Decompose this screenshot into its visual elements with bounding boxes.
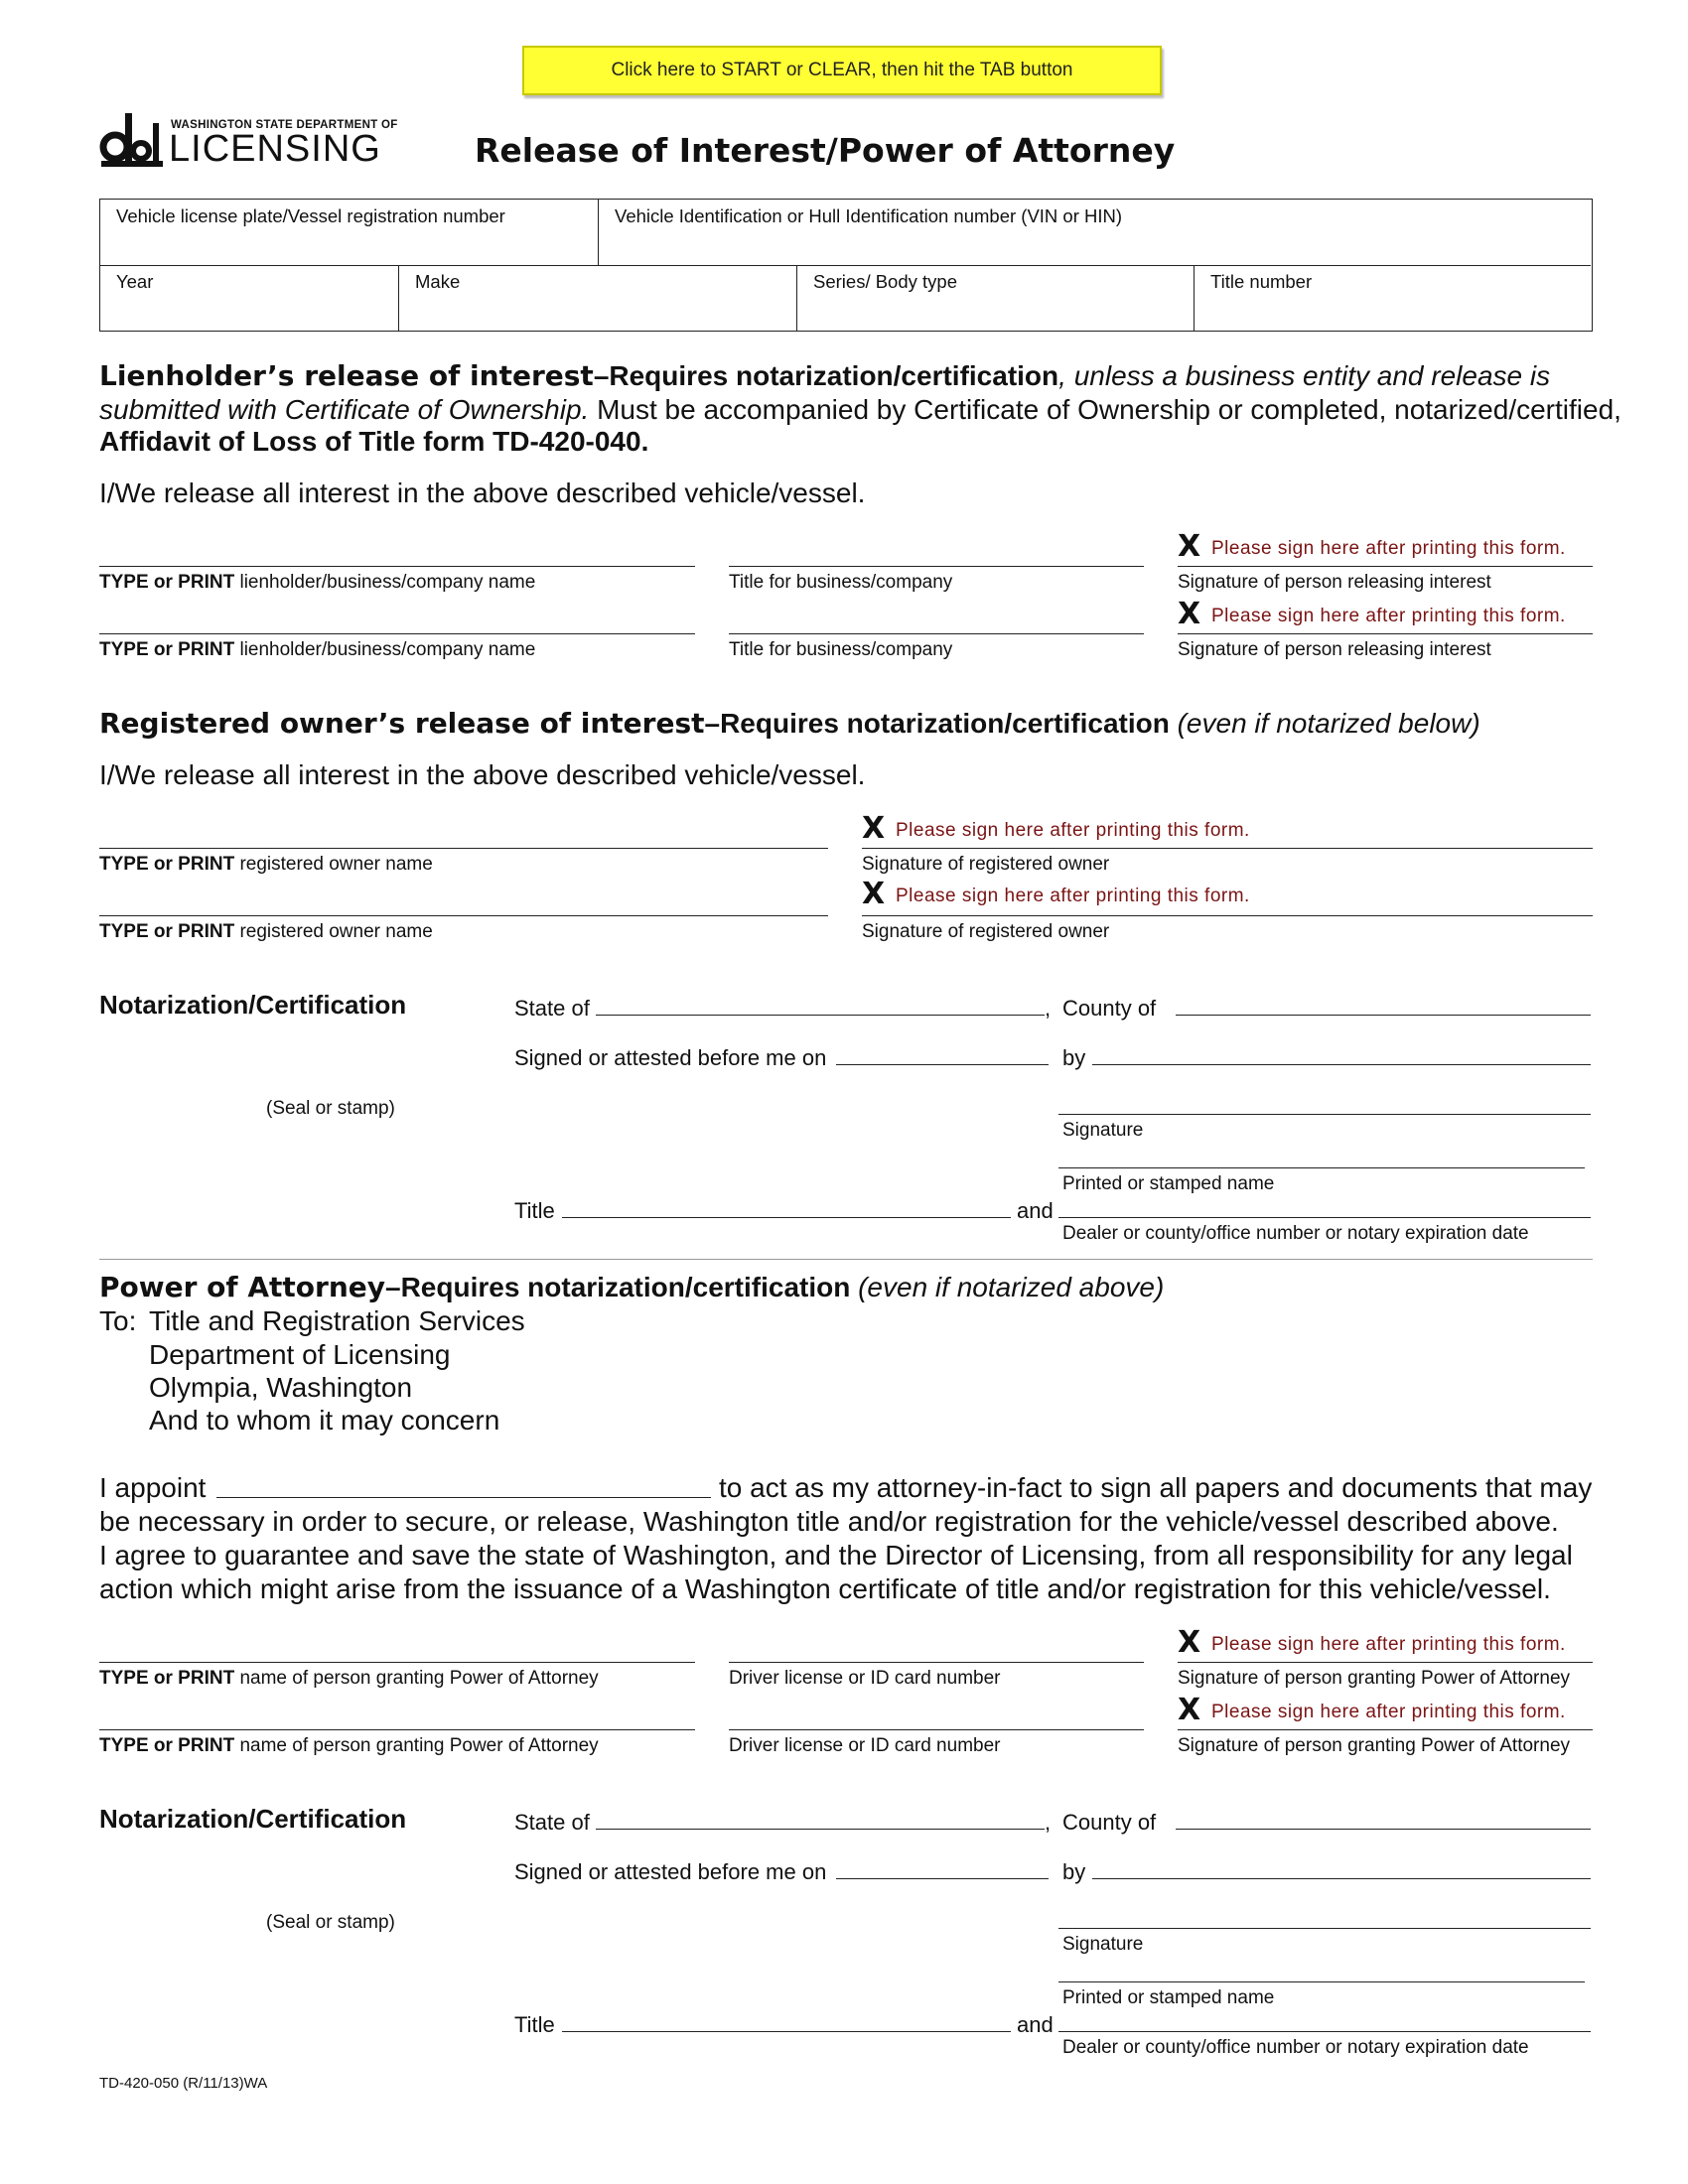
lienholder-name-1-input[interactable]: [99, 542, 695, 564]
poa-appoint-label: I appoint: [99, 1472, 207, 1503]
lienholder-heading-line: [99, 359, 1550, 393]
poa-paragraph-2: be necessary in order to secure, or release, Washington title and/or registration for the vehicle/vessel described above.: [99, 1506, 1559, 1537]
owner-signature-2-label: Signature of registered owner: [862, 921, 1110, 942]
notary-2-county-label: County of: [1062, 1810, 1157, 1835]
lienholder-title-1-label: Title for business/company: [729, 572, 953, 593]
type-or-print: TYPE or PRINT: [99, 921, 235, 942]
owner-release-statement: I/We release all interest in the above described vehicle/vessel.: [99, 759, 866, 790]
lienholder-title-2-input[interactable]: [729, 610, 1144, 631]
type-or-print: TYPE or PRINT: [99, 572, 235, 593]
notary-2-dealer-input[interactable]: [1058, 2009, 1591, 2031]
poa-to-label: To:: [99, 1305, 137, 1336]
sign-x-icon: X: [862, 811, 886, 846]
poa-dl-2-input[interactable]: [729, 1706, 1144, 1727]
owner-sign-hint-1[interactable]: Please sign here after printing this form.: [896, 820, 1250, 841]
type-or-print: TYPE or PRINT: [99, 639, 235, 660]
lienholder-name-2-input[interactable]: [99, 610, 695, 631]
lienholder-line2: [99, 393, 1621, 427]
notary-2-and-label: and: [1017, 2012, 1054, 2037]
notary-1-dealer-label: Dealer or county/office number or notary expiration date: [1062, 1223, 1529, 1244]
notary-1-state-label: State of: [514, 996, 590, 1021]
notary-2-state-input[interactable]: [596, 1807, 1045, 1829]
notary-1-signed-label: Signed or attested before me on: [514, 1045, 827, 1070]
lienholder-name-2-label: [99, 639, 535, 661]
owner-requirement: Requires notarization/certification: [720, 708, 1170, 739]
lienholder-title-2-label: Title for business/company: [729, 639, 953, 660]
notary-1-county-label: County of: [1062, 996, 1157, 1021]
poa-address-line-4: And to whom it may concern: [149, 1405, 500, 1435]
poa-requirement-note: (even if notarized above): [850, 1272, 1165, 1302]
lienholder-signature-2-label: Signature of person releasing interest: [1178, 639, 1491, 660]
plate-label: Vehicle license plate/Vessel registration number: [116, 205, 505, 226]
form-number: TD-420-050 (R/11/13)WA: [99, 2075, 268, 2092]
poa-appoint-text: to act as my attorney-in-fact to sign all papers and documents that may: [719, 1472, 1593, 1503]
poa-attorney-name-input[interactable]: [216, 1471, 711, 1499]
sign-x-icon: X: [1178, 1625, 1201, 1660]
owner-name-label-text: registered owner name: [234, 921, 433, 942]
notary-2-printed-name-label: Printed or stamped name: [1062, 1987, 1275, 2008]
notary-2-state-label: State of: [514, 1810, 590, 1835]
lienholder-sign-hint-1[interactable]: Please sign here after printing this form.: [1211, 538, 1566, 559]
notary-2-title-label: Title: [514, 2012, 555, 2037]
type-or-print: TYPE or PRINT: [99, 1735, 235, 1756]
notary-1-by-input[interactable]: [1092, 1042, 1591, 1064]
poa-paragraph-4: action which might arise from the issuance of a Washington certificate of title and/or registration for this vehicle/vessel.: [99, 1573, 1551, 1604]
dash: –: [593, 360, 610, 391]
owner-name-1-label: [99, 854, 433, 876]
make-label: Make: [415, 271, 461, 292]
dash: –: [385, 1272, 401, 1302]
notary-2-date-input[interactable]: [836, 1856, 1049, 1878]
notarization-1-heading: Notarization/Certification: [99, 990, 407, 1020]
plate-cell[interactable]: [100, 200, 599, 265]
poa-grantor-name-1-input[interactable]: [99, 1638, 695, 1660]
notary-2-signature-label: Signature: [1062, 1934, 1144, 1955]
poa-address-line-2: Department of Licensing: [149, 1339, 451, 1370]
poa-address-line-1: Title and Registration Services: [149, 1305, 525, 1336]
title-number-cell[interactable]: [1195, 265, 1591, 331]
notary-1-state-input[interactable]: [596, 993, 1045, 1015]
poa-paragraph-3: I agree to guarantee and save the state of Washington, and the Director of Licensing, from all responsibility for any legal: [99, 1540, 1573, 1570]
poa-grantor-name-1-label: [99, 1668, 599, 1690]
owner-signature-1-label: Signature of registered owner: [862, 854, 1110, 875]
notary-1-signature-label: Signature: [1062, 1120, 1144, 1141]
notary-2-printed-name-input[interactable]: [1058, 1960, 1585, 1981]
poa-sign-hint-1[interactable]: Please sign here after printing this form.: [1211, 1634, 1566, 1655]
notary-1-title-label: Title: [514, 1198, 555, 1223]
notary-1-title-input[interactable]: [562, 1195, 1011, 1217]
owner-name-2-input[interactable]: [99, 891, 828, 913]
notary-1-seal-label: (Seal or stamp): [266, 1098, 395, 1119]
notary-2-dealer-label: Dealer or county/office number or notary expiration date: [1062, 2037, 1529, 2058]
poa-grantor-name-2-label: [99, 1735, 599, 1757]
poa-signature-1-label: Signature of person granting Power of Attorney: [1178, 1668, 1571, 1689]
page-title: Release of Interest/Power of Attorney: [475, 131, 1176, 170]
title-number-label: Title number: [1210, 271, 1313, 292]
notary-2-seal-label: (Seal or stamp): [266, 1912, 395, 1933]
owner-heading-line: [99, 707, 1480, 741]
lienholder-title-1-input[interactable]: [729, 542, 1144, 564]
lienholder-heading: Lienholder’s release of interest: [99, 359, 594, 392]
lienholder-requirement-note: , unless a business entity and release is: [1058, 360, 1551, 391]
poa-sign-hint-2[interactable]: Please sign here after printing this form.: [1211, 1702, 1566, 1722]
lienholder-release-statement: I/We release all interest in the above described vehicle/vessel.: [99, 478, 866, 508]
notary-2-title-input[interactable]: [562, 2009, 1011, 2031]
sign-x-icon: X: [862, 877, 886, 911]
notary-1-printed-name-label: Printed or stamped name: [1062, 1173, 1275, 1194]
notary-2-by-input[interactable]: [1092, 1856, 1591, 1878]
notary-1-by-label: by: [1062, 1045, 1086, 1070]
year-label: Year: [116, 271, 154, 292]
start-clear-button[interactable]: Click here to START or CLEAR, then hit the TAB button: [522, 46, 1162, 95]
section-divider: [99, 1259, 1593, 1260]
notary-1-county-input[interactable]: [1176, 993, 1591, 1015]
period: .: [640, 426, 649, 457]
notary-1-dealer-input[interactable]: [1058, 1195, 1591, 1217]
poa-dl-2-label: Driver license or ID card number: [729, 1735, 1001, 1756]
poa-requirement: Requires notarization/certification: [400, 1272, 851, 1302]
make-cell[interactable]: [399, 265, 797, 331]
logo-small-text: WASHINGTON STATE DEPARTMENT OF: [171, 119, 398, 131]
poa-dl-1-label: Driver license or ID card number: [729, 1668, 1001, 1689]
lienholder-name-1-label: [99, 572, 535, 594]
notary-2-by-label: by: [1062, 1859, 1086, 1884]
lienholder-line3: [99, 425, 648, 459]
sign-x-icon: X: [1178, 1693, 1201, 1727]
poa-grantor-name-2-input[interactable]: [99, 1706, 695, 1727]
type-or-print: TYPE or PRINT: [99, 1668, 235, 1689]
notary-2-county-input[interactable]: [1176, 1807, 1591, 1829]
notary-1-printed-name-input[interactable]: [1058, 1146, 1585, 1167]
series-cell[interactable]: [797, 265, 1195, 331]
vin-cell[interactable]: [599, 200, 1591, 265]
logo-big-text: LICENSING: [169, 128, 381, 170]
vehicle-info-box: [99, 199, 1593, 332]
lienholder-name-label-text: lienholder/business/company name: [234, 572, 536, 593]
lienholder-signature-1-label: Signature of person releasing interest: [1178, 572, 1491, 593]
poa-address-line-3: Olympia, Washington: [149, 1372, 413, 1403]
dol-logo: [99, 111, 407, 169]
lienholder-name-label-text: lienholder/business/company name: [234, 639, 536, 660]
poa-heading-line: [99, 1271, 1164, 1304]
poa-dl-1-input[interactable]: [729, 1638, 1144, 1660]
poa-name-label-text: name of person granting Power of Attorney: [234, 1735, 599, 1756]
comma: ,: [1045, 1810, 1052, 1835]
poa-heading: Power of Attorney: [99, 1271, 385, 1303]
notary-2-signed-label: Signed or attested before me on: [514, 1859, 827, 1884]
notarization-2-heading: Notarization/Certification: [99, 1804, 407, 1834]
sign-x-icon: X: [1178, 529, 1201, 564]
sign-x-icon: X: [1178, 597, 1201, 631]
poa-name-label-text: name of person granting Power of Attorney: [234, 1668, 599, 1689]
owner-sign-hint-2[interactable]: Please sign here after printing this form.: [896, 886, 1250, 906]
lienholder-sign-hint-2[interactable]: Please sign here after printing this form.: [1211, 606, 1566, 626]
vin-label: Vehicle Identification or Hull Identification number (VIN or HIN): [615, 205, 1123, 226]
dol-logo-icon: [99, 111, 165, 169]
owner-name-label-text: registered owner name: [234, 854, 433, 875]
owner-requirement-note: (even if notarized below): [1169, 708, 1480, 739]
poa-signature-2-label: Signature of person granting Power of Attorney: [1178, 1735, 1571, 1756]
comma: ,: [1045, 996, 1052, 1021]
type-or-print: TYPE or PRINT: [99, 854, 235, 875]
series-label: Series/ Body type: [813, 271, 957, 292]
dash: –: [704, 708, 721, 739]
affidavit-form-ref: Affidavit of Loss of Title form TD-420-040: [99, 426, 641, 457]
lienholder-requirement: Requires notarization/certification: [609, 360, 1059, 391]
owner-heading: Registered owner’s release of interest: [99, 707, 705, 740]
owner-name-1-input[interactable]: [99, 824, 828, 846]
lienholder-line2-rest: Must be accompanied by Certificate of Ownership or completed, notarized/certified,: [589, 394, 1621, 425]
notary-1-date-input[interactable]: [836, 1042, 1049, 1064]
notary-1-and-label: and: [1017, 1198, 1054, 1223]
lienholder-line2-italic: submitted with Certificate of Ownership.: [99, 394, 590, 425]
owner-name-2-label: [99, 921, 433, 943]
year-cell[interactable]: [100, 265, 399, 331]
